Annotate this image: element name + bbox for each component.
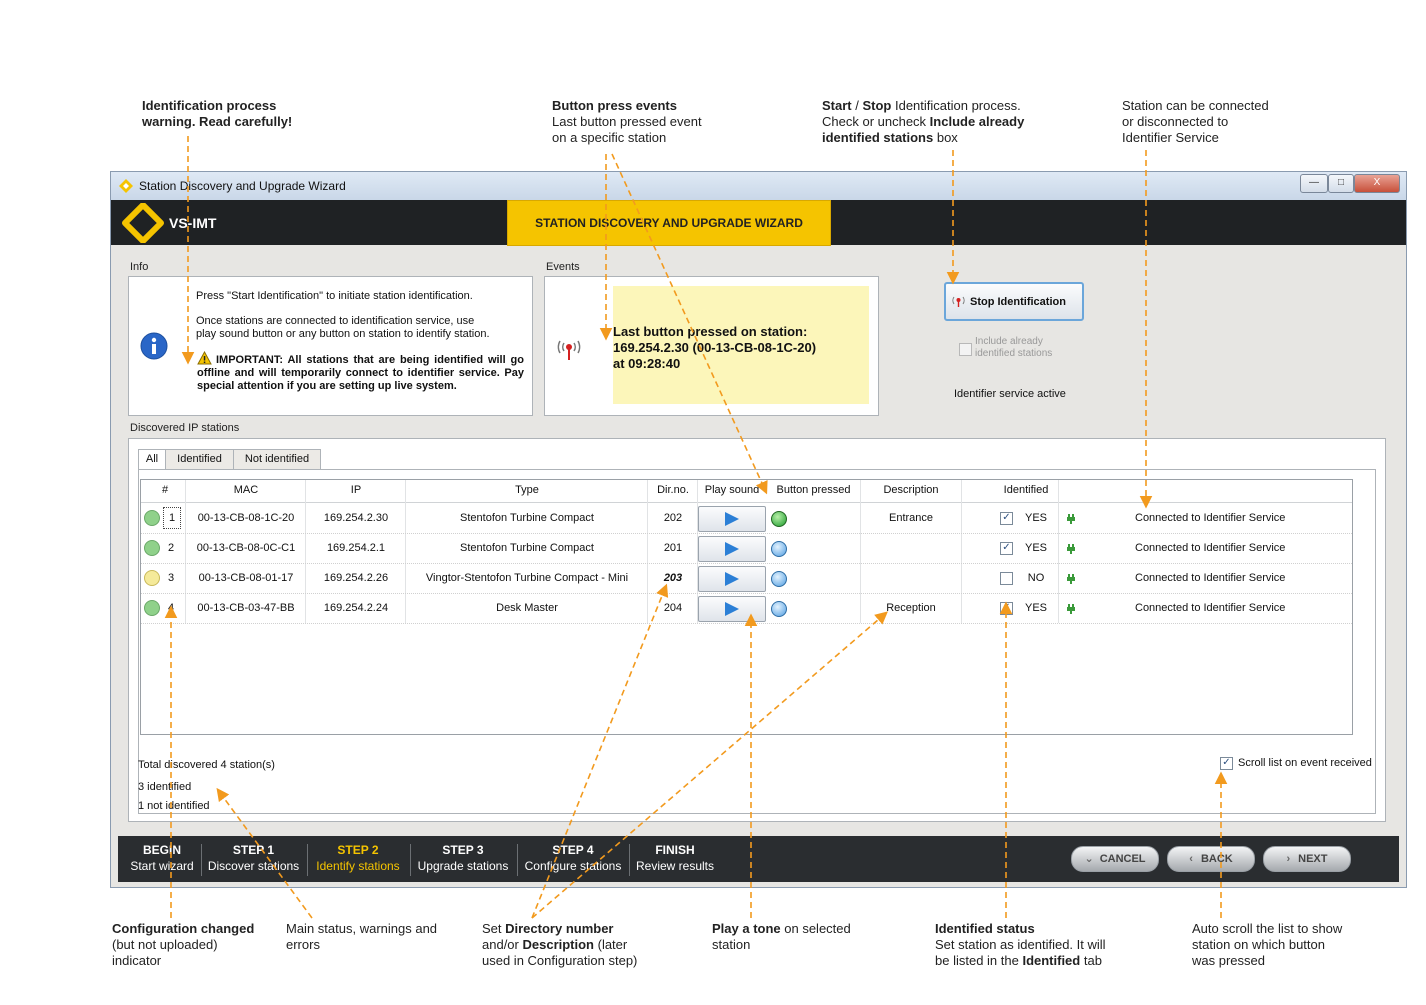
row-mac: 00-13-CB-08-1C-20	[197, 512, 295, 524]
identified-checkbox[interactable]: ✓	[1000, 512, 1013, 525]
row-description[interactable]: Entrance	[888, 512, 934, 524]
plug-connected-icon[interactable]	[1067, 574, 1075, 584]
annotation-autoscroll: Auto scroll the list to show station on which button was pressed	[1192, 921, 1343, 968]
close-button[interactable]: X	[1354, 174, 1400, 193]
col-button-pressed: Button pressed	[776, 484, 851, 496]
annotation-config-changed: Configuration changed (but not uploaded) indicator	[112, 921, 255, 968]
title-bar	[111, 172, 1406, 200]
config-changed-indicator	[144, 600, 160, 616]
col-identified: Identified	[1003, 484, 1049, 496]
row-identified: YES	[1024, 542, 1047, 554]
row-connection-status: Connected to Identifier Service	[1135, 572, 1286, 584]
plug-connected-icon[interactable]	[1067, 604, 1075, 614]
button-pressed-indicator	[771, 571, 787, 587]
app-header	[111, 200, 1406, 245]
annotation-set-directory: Set Directory number and/or Description (later used in Configuration step)	[482, 921, 638, 968]
wizard-footer	[118, 836, 1399, 882]
identified-count: 3 identified	[138, 781, 192, 793]
row-dirno[interactable]: 204	[663, 602, 683, 614]
stations-table[interactable]	[140, 479, 1353, 735]
step-1[interactable]: STEP 1 Discover stations	[207, 843, 300, 873]
include-identified-label: Include already identified stations	[975, 336, 1053, 359]
tab-not-identified[interactable]: Not identified	[233, 449, 321, 470]
annotation-identified-status: Identified status Set station as identified. It will be listed in the Identified tab	[935, 921, 1106, 968]
step-2[interactable]: STEP 2 Identify stations	[316, 843, 400, 873]
col-num: #	[161, 484, 169, 496]
window-title: Station Discovery and Upgrade Wizard	[139, 179, 346, 193]
col-ip: IP	[350, 484, 362, 496]
brand-name: VS-IMT	[169, 215, 217, 231]
row-connection-status: Connected to Identifier Service	[1135, 602, 1286, 614]
col-play-sound: Play sound	[704, 484, 760, 496]
row-type: Desk Master	[496, 602, 558, 614]
cancel-chevron-icon: ⌄	[1084, 853, 1094, 865]
info-line-3: play sound button or any button on station to identify station.	[196, 328, 490, 340]
row-ip: 169.254.2.26	[323, 572, 389, 584]
row-identified: NO	[1027, 572, 1045, 584]
row-identified: YES	[1024, 602, 1047, 614]
stop-identification-label: Stop Identification	[970, 296, 1066, 308]
info-panel	[128, 276, 533, 416]
table-row[interactable]	[141, 533, 1352, 564]
step-divider	[517, 844, 518, 876]
config-changed-indicator	[144, 510, 160, 526]
important-warning-text: IMPORTANT: All stations that are being identified will go offline and will temporarily connect to identifier service. Pay special attention if you are setting up live system.	[197, 354, 524, 392]
info-icon	[140, 332, 168, 360]
button-pressed-indicator	[771, 541, 787, 557]
row-number: 1	[163, 507, 181, 529]
stop-identification-button[interactable]	[944, 282, 1084, 321]
discovered-area	[128, 438, 1386, 822]
row-dirno[interactable]: 202	[663, 512, 683, 524]
discovered-label: Discovered IP stations	[130, 422, 240, 434]
cancel-button[interactable]: ⌄ CANCEL	[1071, 846, 1159, 872]
annotation-button-events: Button press events Last button pressed event on a specific station	[552, 98, 702, 145]
next-button[interactable]: › NEXT	[1263, 846, 1351, 872]
back-chevron-icon: ‹	[1189, 853, 1193, 865]
play-sound-button[interactable]	[698, 566, 766, 592]
step-3[interactable]: STEP 3 Upgrade stations	[417, 843, 509, 873]
row-number: 4	[167, 602, 175, 614]
maximize-button[interactable]: □	[1328, 174, 1354, 193]
app-icon	[119, 179, 133, 193]
step-divider	[410, 844, 411, 876]
row-type: Stentofon Turbine Compact	[460, 512, 594, 524]
play-sound-button[interactable]	[698, 506, 766, 532]
play-icon	[723, 571, 741, 587]
wizard-title: STATION DISCOVERY AND UPGRADE WIZARD	[507, 200, 831, 246]
table-header	[141, 480, 1352, 503]
row-ip: 169.254.2.30	[323, 512, 389, 524]
step-divider	[307, 844, 308, 876]
info-line-2: Once stations are connected to identification service, use	[196, 315, 475, 327]
identified-checkbox[interactable]: ✓	[1000, 602, 1013, 615]
table-row[interactable]	[141, 563, 1352, 594]
identified-checkbox[interactable]	[1000, 572, 1013, 585]
back-button[interactable]: ‹ BACK	[1167, 846, 1255, 872]
button-pressed-indicator	[771, 601, 787, 617]
not-identified-count: 1 not identified	[138, 800, 210, 812]
annotation-start-stop: Start / Stop Identification process. Check or uncheck Include already identified stations box	[822, 98, 1025, 145]
row-description[interactable]: Reception	[886, 602, 936, 614]
row-identified: YES	[1024, 512, 1047, 524]
info-label: Info	[130, 261, 149, 273]
total-discovered-status: Total discovered 4 station(s)	[138, 759, 275, 771]
step-divider	[201, 844, 202, 876]
play-sound-button[interactable]	[698, 596, 766, 622]
events-panel	[544, 276, 879, 416]
row-ip: 169.254.2.24	[323, 602, 389, 614]
play-icon	[723, 601, 741, 617]
last-event-text: Last button pressed on station: 169.254.2.30 (00-13-CB-08-1C-20) at 09:28:40	[613, 324, 817, 371]
service-status: Identifier service active	[954, 388, 1066, 400]
scroll-on-event-checkbox[interactable]: ✓	[1220, 757, 1233, 770]
events-label: Events	[546, 261, 580, 273]
button-pressed-indicator	[771, 511, 787, 527]
play-sound-button[interactable]	[698, 536, 766, 562]
col-description: Description	[883, 484, 939, 496]
row-dirno[interactable]: 203	[663, 572, 683, 584]
row-ip: 169.254.2.1	[326, 542, 386, 554]
play-icon	[723, 511, 741, 527]
identified-checkbox[interactable]: ✓	[1000, 542, 1013, 555]
table-row[interactable]	[141, 593, 1352, 624]
row-number: 3	[167, 572, 175, 584]
row-type: Stentofon Turbine Compact	[460, 542, 594, 554]
info-line-1: Press "Start Identification" to initiate station identification.	[196, 290, 473, 302]
include-identified-checkbox[interactable]	[959, 343, 972, 356]
vs-imt-logo-icon	[121, 203, 165, 243]
config-changed-indicator	[144, 540, 160, 556]
col-type: Type	[515, 484, 539, 496]
tab-identified[interactable]: Identified	[165, 449, 234, 470]
annotation-connection: Station can be connected or disconnected to Identifier Service	[1122, 98, 1269, 145]
antenna-icon	[554, 332, 584, 362]
tab-all[interactable]: All	[138, 449, 166, 471]
config-changed-indicator	[144, 570, 160, 586]
col-dirno: Dir.no.	[657, 484, 689, 496]
row-connection-status: Connected to Identifier Service	[1135, 512, 1286, 524]
plug-connected-icon[interactable]	[1067, 544, 1075, 554]
col-mac: MAC	[233, 484, 259, 496]
row-mac: 00-13-CB-08-01-17	[198, 572, 294, 584]
annotation-warning: Identification process warning. Read carefully!	[142, 98, 293, 129]
step-4[interactable]: STEP 4 Configure stations	[524, 843, 622, 873]
wizard-window	[110, 171, 1407, 888]
step-divider	[629, 844, 630, 876]
play-icon	[723, 541, 741, 557]
minimize-button[interactable]: —	[1300, 174, 1328, 193]
plug-connected-icon[interactable]	[1067, 514, 1075, 524]
row-type: Vingtor-Stentofon Turbine Compact - Mini	[425, 572, 629, 584]
antenna-small-icon	[951, 293, 966, 308]
step-begin[interactable]: BEGIN Start wizard	[130, 843, 194, 873]
annotation-play-tone: Play a tone on selected station	[712, 921, 851, 952]
table-row[interactable]	[141, 503, 1352, 534]
row-mac: 00-13-CB-08-0C-C1	[196, 542, 296, 554]
annotation-main-status: Main status, warnings and errors	[286, 921, 438, 952]
step-finish[interactable]: FINISH Review results	[635, 843, 715, 873]
row-dirno[interactable]: 201	[663, 542, 683, 554]
next-chevron-icon: ›	[1286, 853, 1291, 865]
row-connection-status: Connected to Identifier Service	[1135, 542, 1286, 554]
row-number: 2	[167, 542, 175, 554]
scroll-on-event-label: Scroll list on event received	[1238, 757, 1372, 769]
row-mac: 00-13-CB-03-47-BB	[197, 602, 295, 614]
